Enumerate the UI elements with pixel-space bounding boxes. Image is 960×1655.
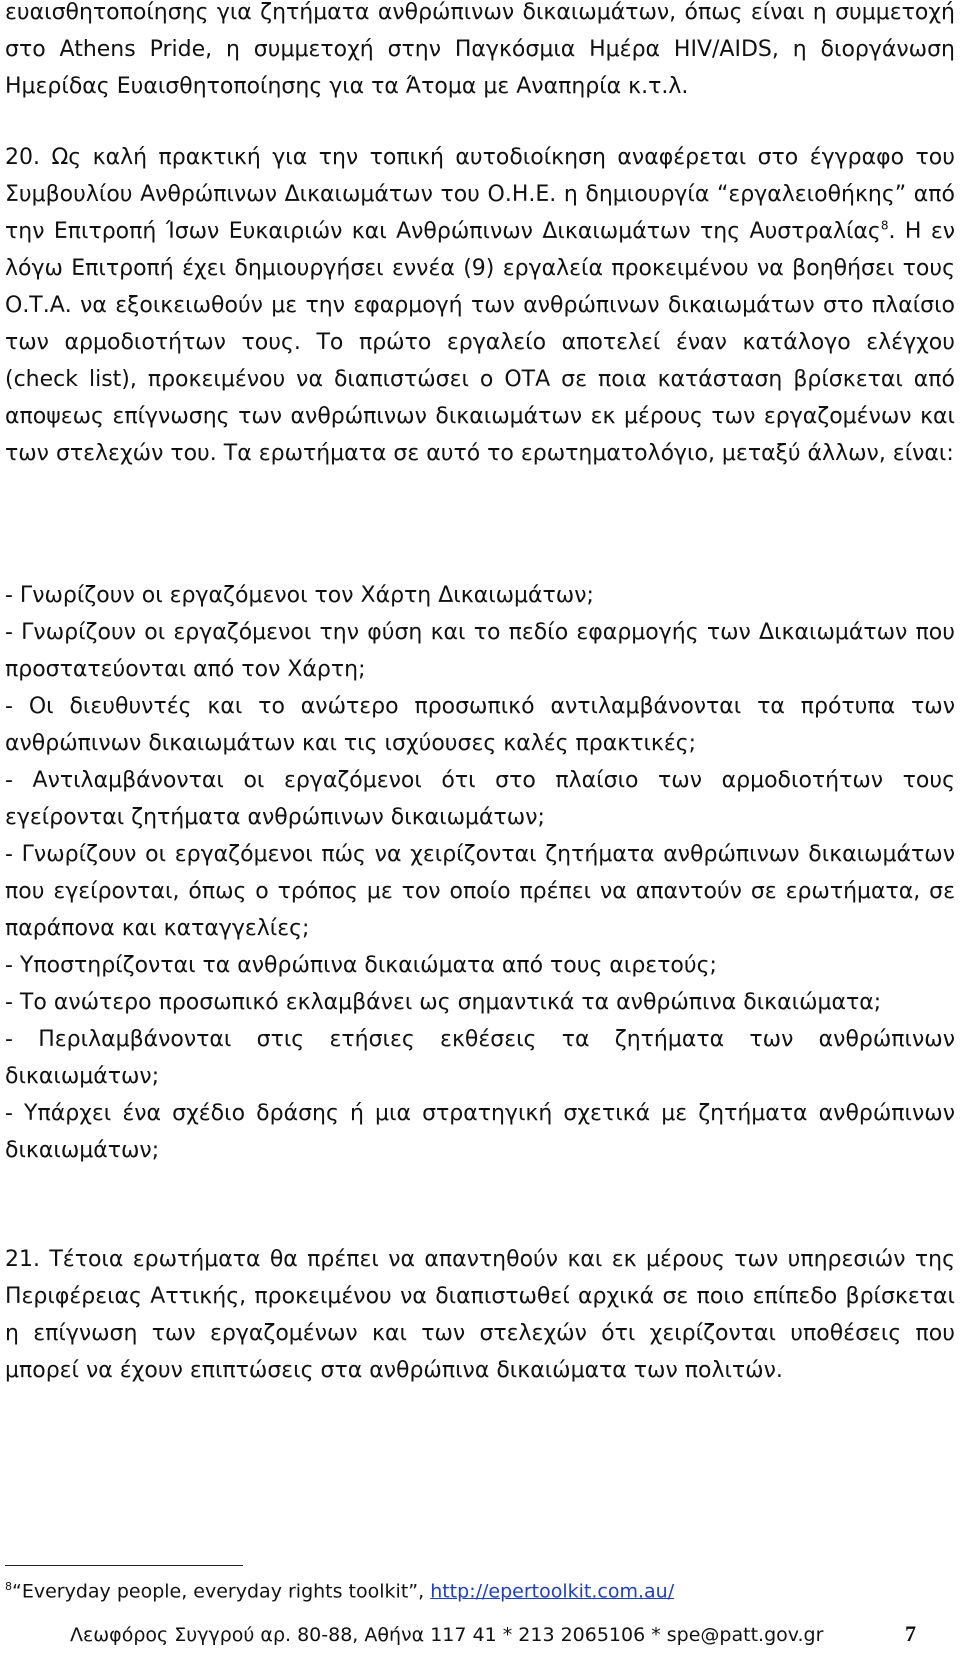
footnote-link[interactable]: http://epertoolkit.com.au/ xyxy=(430,1580,675,1603)
list-item: - Γνωρίζουν οι εργαζόμενοι την φύση και το πεδίο εφαρμογής των Δικαιωμάτων που προστατεύονται από τον Χάρτη; xyxy=(5,620,955,682)
questions-list xyxy=(0,577,960,1169)
footnote xyxy=(5,1574,674,1604)
intro-paragraph: ευαισθητοποίησης για ζητήματα ανθρώπινων δικαιωμάτων, όπως είναι η συμμετοχή στο Athens Pride, η συμμετοχή στην Παγκόσμια Ημέρα HIV/AIDS, η διοργάνωση Ημερίδας Ευαισθητοποίησης για τα Άτομα με Αναπηρία κ.τ.λ. xyxy=(5,0,955,99)
list-item: - Υποστηρίζονται τα ανθρώπινα δικαιώματα από τους αιρετούς; xyxy=(5,953,717,978)
list-item: - Περιλαμβάνονται στις ετήσιες εκθέσεις τα ζητήματα των ανθρώπινων δικαιωμάτων; xyxy=(5,1027,955,1089)
list-item: - Οι διευθυντές και το ανώτερο προσωπικό αντιλαμβάνονται τα πρότυπα των ανθρώπινων δικαιωμάτων και τις ισχύουσες καλές πρακτικές; xyxy=(5,694,955,756)
footnote-number: 8 xyxy=(5,1580,12,1593)
section-20 xyxy=(0,139,960,472)
paragraph-21: 21. Τέτοια ερωτήματα θα πρέπει να απαντηθούν και εκ μέρους των υπηρεσιών της Περιφέρειας Αττικής, προκειμένου να διαπιστωθεί αρχικά σε ποιο επίπεδο βρίσκεται η επίγνωση των εργαζομένων και των στελεχών ότι χειρίζονται υποθέσεις που μπορεί να έχουν επιπτώσεις στα ανθρώπινα δικαιώματα των πολιτών. xyxy=(5,1247,955,1383)
list-item: - Γνωρίζουν οι εργαζόμενοι πώς να χειρίζονται ζητήματα ανθρώπινων δικαιωμάτων που εγείρονται, όπως ο τρόπος με τον οποίο πρέπει να απαντούν σε ερωτήματα, σε παράπονα και καταγγελίες; xyxy=(5,842,955,941)
footnote-text: “Everyday people, everyday rights toolkit”, xyxy=(12,1580,431,1603)
list-item: - Γνωρίζουν οι εργαζόμενοι τον Χάρτη Δικαιωμάτων; xyxy=(5,583,594,608)
paragraph-20-text-b: . Η εν λόγω Επιτροπή έχει δημιουργήσει εννέα (9) εργαλεία προκειμένου να βοηθήσει τους Ο.Τ.Α. να εξοικειωθούν με την εφαρμογή των ανθρώπινων δικαιωμάτων στο πλαίσιο των αρμοδιοτήτων τους. Το πρώτο εργαλείο αποτελεί έναν κατάλογο ελέγχου (check list), προκειμένου να διαπιστώσει ο ΟΤΑ σε ποια κατάσταση βρίσκεται από αποψεως επίγνωσης των ανθρώπινων δικαιωμάτων εκ μέρους των εργαζομένων και των στελεχών του. Τα ερωτήματα σε αυτό το ερωτηματολόγιο, μεταξύ άλλων, είναι: xyxy=(5,219,955,466)
footnote-ref-8[interactable]: 8 xyxy=(880,218,889,233)
footnote-separator xyxy=(5,1565,243,1566)
list-item: - Το ανώτερο προσωπικό εκλαμβάνει ως σημαντικά τα ανθρώπινα δικαιώματα; xyxy=(5,990,882,1015)
list-item: - Αντιλαμβάνονται οι εργαζόμενοι ότι στο πλαίσιο των αρμοδιοτήτων τους εγείρονται ζητήματα ανθρώπινων δικαιωμάτων; xyxy=(5,768,955,830)
page-footer-address: Λεωφόρος Συγγρού αρ. 80-88, Αθήνα 117 41 * 213 2065106 * spe@patt.gov.gr xyxy=(70,1624,824,1646)
paragraph-20 xyxy=(0,139,955,472)
intro-section xyxy=(0,0,960,105)
page-number: 7 xyxy=(905,1621,916,1646)
section-21 xyxy=(0,1241,960,1389)
list-item: - Υπάρχει ένα σχέδιο δράσης ή μια στρατηγική σχετικά με ζητήματα ανθρώπινων δικαιωμάτων; xyxy=(5,1101,955,1163)
paragraph-20-text-a: 20. Ως καλή πρακτική για την τοπική αυτοδιοίκηση αναφέρεται στο έγγραφο του Συμβουλίου Ανθρώπινων Δικαιωμάτων του Ο.Η.Ε. η δημιουργία “εργαλειοθήκης” από την Επιτροπή Ίσων Ευκαιριών και Ανθρώπινων Δικαιωμάτων της Αυστραλίας xyxy=(5,145,955,244)
